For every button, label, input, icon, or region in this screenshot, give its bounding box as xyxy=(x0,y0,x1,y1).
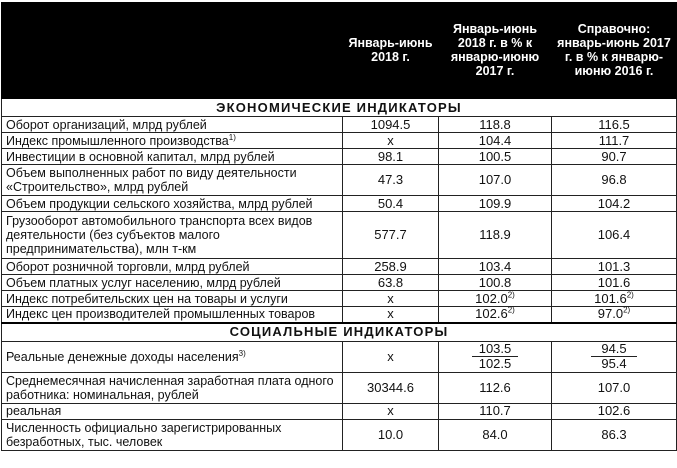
cell-value: 104.2 xyxy=(552,196,677,212)
cell-value: x xyxy=(343,307,439,323)
row-label: Среднемесячная начисленная заработная плата одного работника: номинальная, рублей xyxy=(2,372,343,403)
footnote-mark: 2) xyxy=(507,305,515,315)
cell-value: 118.8 xyxy=(439,117,552,133)
table-row xyxy=(2,117,677,133)
cell-value-wrap xyxy=(552,307,677,323)
row-label: Индекс потребительских цен на товары и услуги xyxy=(2,291,343,307)
cell-value: 1094.5 xyxy=(343,117,439,133)
table-row xyxy=(2,259,677,275)
table-row xyxy=(2,275,677,291)
cell-value: 110.7 xyxy=(439,403,552,419)
cell-value: 47.3 xyxy=(343,165,439,196)
cell-value: 100.8 xyxy=(439,275,552,291)
cell-value-bottom: 95.4 xyxy=(601,356,627,371)
cell-value: 50.4 xyxy=(343,196,439,212)
table-row xyxy=(2,165,677,196)
cell-value-top: 94.5 xyxy=(591,342,637,357)
cell-value: 258.9 xyxy=(343,259,439,275)
cell-value-bottom: 102.5 xyxy=(478,356,512,371)
cell-value: 101.3 xyxy=(552,259,677,275)
section-economic xyxy=(2,98,677,117)
footnote-mark: 2) xyxy=(626,290,634,300)
cell-value: 107.0 xyxy=(439,165,552,196)
table-row xyxy=(2,133,677,149)
table-row xyxy=(2,372,677,403)
header-col2: Январь-июнь 2018 г. в % к январю-июню 2017 г. xyxy=(439,3,552,99)
table-row xyxy=(2,149,677,165)
table-row xyxy=(2,291,677,307)
cell-value: x xyxy=(343,291,439,307)
cell-value: 90.7 xyxy=(552,149,677,165)
row-label: Объем платных услуг населению, млрд рублей xyxy=(2,275,343,291)
row-label: Оборот розничной торговли, млрд рублей xyxy=(2,259,343,275)
cell-value: 106.4 xyxy=(552,212,677,259)
table-row xyxy=(2,307,677,323)
cell-value: 100.5 xyxy=(439,149,552,165)
cell-value: 104.4 xyxy=(439,133,552,149)
table-row xyxy=(2,403,677,419)
cell-value: 116.5 xyxy=(552,117,677,133)
header-col3: Справочно: январь-июнь 2017 г. в % к январю-июню 2016 г. xyxy=(552,3,677,99)
cell-value: 30344.6 xyxy=(343,372,439,403)
cell-value-top: 103.5 xyxy=(472,342,518,357)
cell-value: 101.6 xyxy=(552,275,677,291)
table-row xyxy=(2,212,677,259)
header-blank xyxy=(2,3,343,99)
header-col1: Январь-июнь 2018 г. xyxy=(343,3,439,99)
row-label: реальная xyxy=(2,403,343,419)
row-label: Индекс промышленного производства xyxy=(6,133,229,148)
row-label: Объем выполненных работ по виду деятельности «Строительство», млрд рублей xyxy=(2,165,343,196)
table-row xyxy=(2,341,677,372)
footnote-mark: 2) xyxy=(623,305,631,315)
cell-value: 84.0 xyxy=(439,419,552,450)
cell-value-pair xyxy=(439,341,552,372)
cell-value: 109.9 xyxy=(439,196,552,212)
indicators-table xyxy=(1,2,677,451)
footnote-mark: 2) xyxy=(507,290,515,300)
cell-value: 111.7 xyxy=(552,133,677,149)
cell-value: 102.6 xyxy=(475,306,508,322)
table-row xyxy=(2,419,677,450)
row-label: Оборот организаций, млрд рублей xyxy=(2,117,343,133)
cell-value: 577.7 xyxy=(343,212,439,259)
cell-value: 86.3 xyxy=(552,419,677,450)
header-row xyxy=(2,3,677,99)
cell-value: x xyxy=(343,403,439,419)
cell-value: 101.6 xyxy=(594,290,627,306)
cell-value: x xyxy=(343,133,439,149)
row-label: Инвестиции в основной капитал, млрд рублей xyxy=(2,149,343,165)
cell-value: 102.6 xyxy=(552,403,677,419)
row-label: Объем продукции сельского хозяйства, млрд рублей xyxy=(2,196,343,212)
cell-value: 96.8 xyxy=(552,165,677,196)
cell-value: 118.9 xyxy=(439,212,552,259)
row-label-cell xyxy=(2,133,343,149)
row-label: Реальные денежные доходы населения xyxy=(6,349,239,364)
cell-value: 112.6 xyxy=(439,372,552,403)
row-label: Численность официально зарегистрированных безработных, тыс. человек xyxy=(2,419,343,450)
cell-value-wrap xyxy=(439,307,552,323)
row-label-cell xyxy=(2,341,343,372)
footnote-mark: 3) xyxy=(238,348,246,358)
cell-value: 107.0 xyxy=(552,372,677,403)
row-label: Грузооборот автомобильного транспорта всех видов деятельности (без субъектов малого предпринимательства), млн т-км xyxy=(2,212,343,259)
footnote-mark: 1) xyxy=(228,132,236,142)
cell-value: 102.0 xyxy=(475,290,508,306)
cell-value-wrap xyxy=(552,291,677,307)
cell-value: x xyxy=(343,341,439,372)
cell-value: 103.4 xyxy=(439,259,552,275)
cell-value: 63.8 xyxy=(343,275,439,291)
row-label: Индекс цен производителей промышленных товаров xyxy=(2,307,343,323)
section-social xyxy=(2,323,677,342)
cell-value: 97.0 xyxy=(597,306,624,322)
cell-value-wrap xyxy=(439,291,552,307)
table-row xyxy=(2,196,677,212)
cell-value: 10.0 xyxy=(343,419,439,450)
cell-value: 98.1 xyxy=(343,149,439,165)
cell-value-pair xyxy=(552,341,677,372)
section-title: СОЦИАЛЬНЫЕ ИНДИКАТОРЫ xyxy=(2,323,677,342)
section-title: ЭКОНОМИЧЕСКИЕ ИНДИКАТОРЫ xyxy=(2,98,677,117)
